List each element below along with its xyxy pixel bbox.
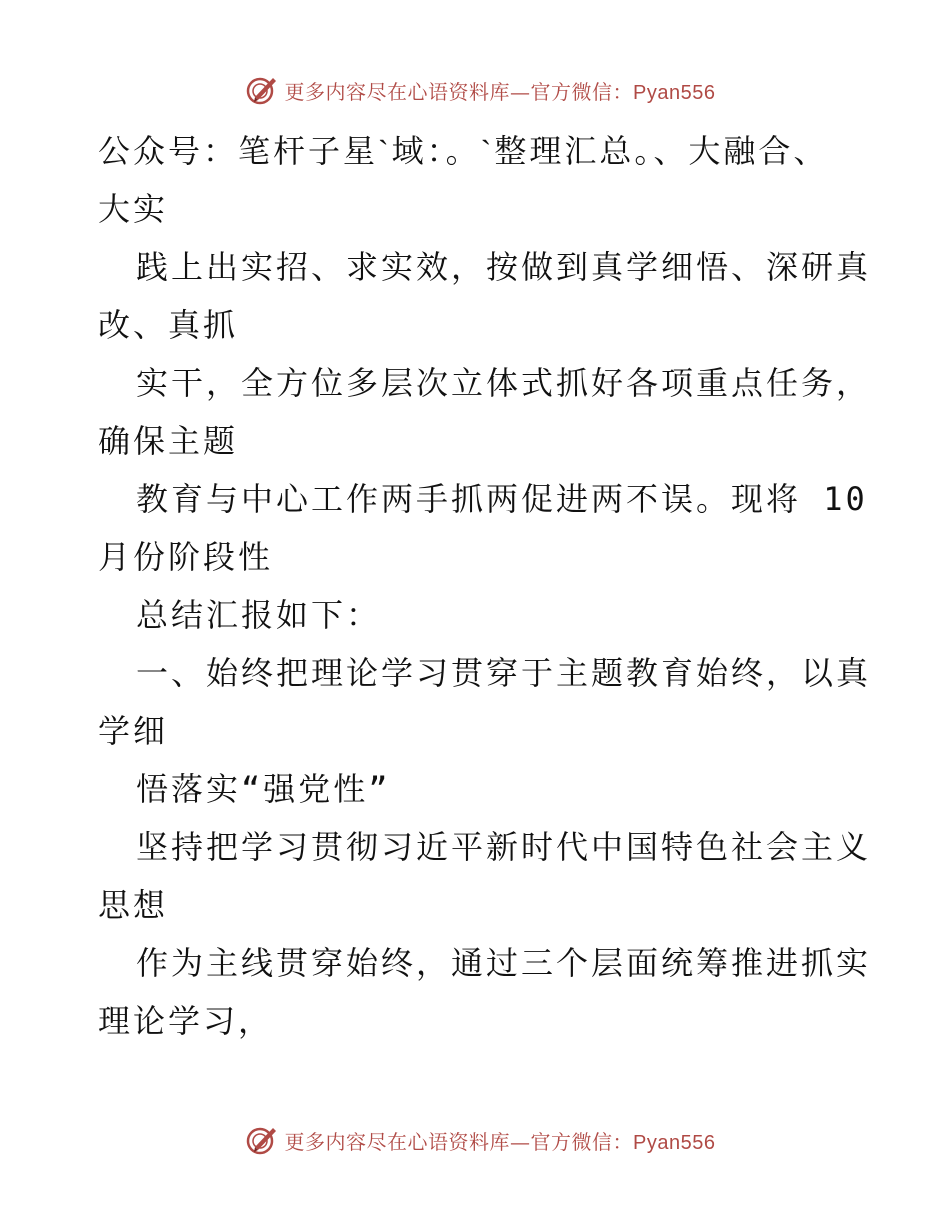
header-banner-inner: [245, 73, 716, 107]
body-line-7: 教育与中心工作两手抓两促进两不误。现将 10: [136, 480, 868, 518]
body-line-14: 思想: [98, 886, 169, 924]
body-line-5: 实干，全方位多层次立体式抓好各项重点任务，: [136, 364, 872, 402]
pen-logo-icon: [245, 73, 279, 107]
footer-wechat-id: Pyan556: [633, 1131, 716, 1154]
body-line-8: 月份阶段性: [98, 538, 274, 576]
footer-banner-inner: [245, 1123, 716, 1157]
footer-banner: [0, 1120, 950, 1160]
header-banner-text: [285, 76, 716, 105]
body-line-10: 一、始终把理论学习贯穿于主题教育始终，以真: [136, 654, 872, 692]
body-line-2: 大实: [98, 190, 169, 228]
header-banner: [0, 70, 950, 110]
footer-banner-text: [285, 1126, 716, 1155]
body-line-4: 改、真抓: [98, 306, 239, 344]
body-line-13: 坚持把学习贯彻习近平新时代中国特色社会主义: [136, 828, 872, 866]
pen-logo-icon: [245, 1123, 279, 1157]
body-line-3: 践上出实招、求实效，按做到真学细悟、深研真: [136, 248, 872, 286]
document-body: [98, 122, 872, 1050]
body-line-15: 作为主线贯穿始终，通过三个层面统筹推进抓实: [136, 944, 872, 982]
body-line-11: 学细: [98, 712, 169, 750]
body-line-9: 总结汇报如下：: [136, 596, 382, 634]
footer-banner-label: 更多内容尽在心语资料库—官方微信：: [284, 1129, 634, 1154]
body-line-16: 理论学习，: [98, 1002, 274, 1040]
body-line-6: 确保主题: [98, 422, 239, 460]
header-banner-label: 更多内容尽在心语资料库—官方微信：: [284, 79, 634, 104]
body-line-1: 公众号：笔杆子星ˋ域：。ˋ整理汇总。、大融合、: [98, 132, 829, 170]
body-line-12: 悟落实“强党性”: [136, 770, 391, 808]
header-wechat-id: Pyan556: [633, 81, 716, 104]
